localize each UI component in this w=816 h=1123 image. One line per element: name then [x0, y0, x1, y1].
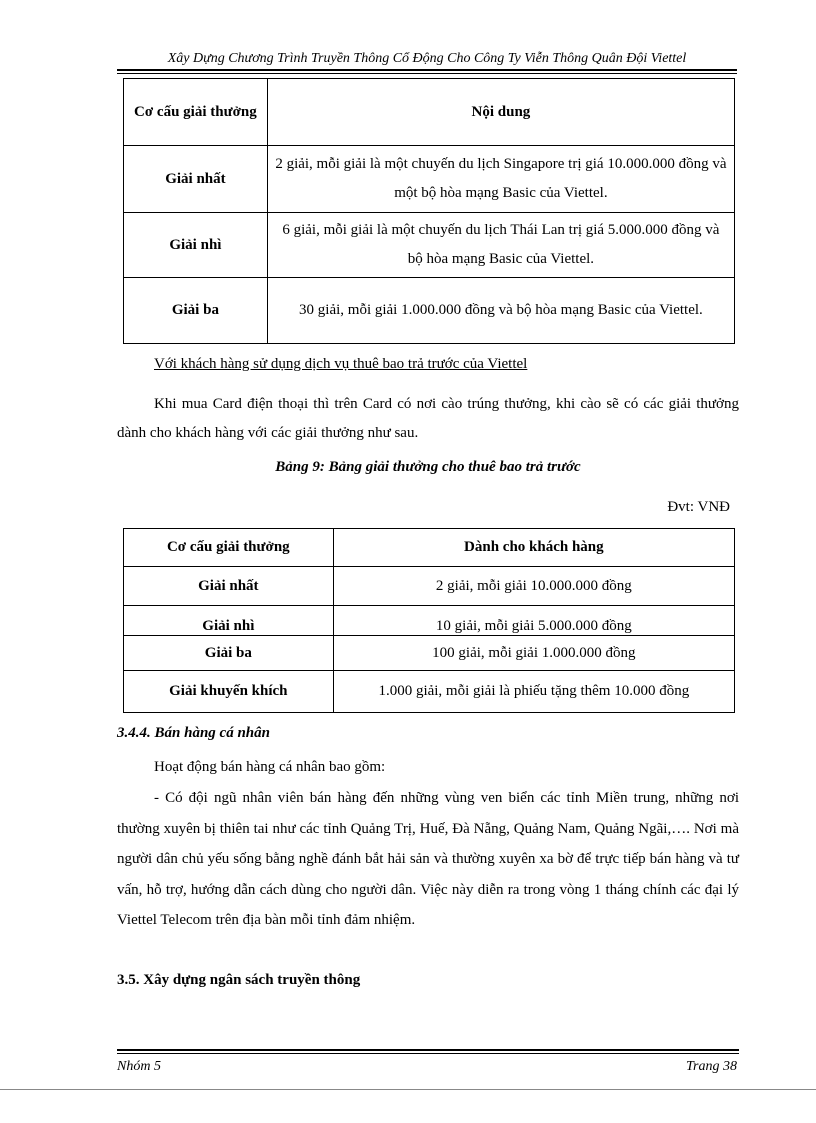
table-row: [124, 567, 735, 606]
table-row: [124, 606, 735, 636]
table-header-row: [124, 79, 735, 146]
table-header-cell: Cơ cấu giải thưởng: [124, 79, 268, 146]
section-3-5-heading: 3.5. Xây dựng ngân sách truyền thông: [117, 972, 361, 988]
footer-rule: [117, 1049, 739, 1051]
table-header-cell: Cơ cấu giải thưởng: [124, 529, 334, 567]
table2-caption: Bảng 9: Bảng giải thưởng cho thuê bao trả trước: [275, 459, 581, 475]
prize-cell: Giải nhất: [124, 567, 334, 606]
section-3-4-4-heading: 3.4.4. Bán hàng cá nhân: [117, 725, 270, 741]
header-title: Xây Dựng Chương Trình Truyền Thông Cổ Động Cho Công Ty Viễn Thông Quân Đội Viettel: [167, 51, 687, 66]
content-cell: 1.000 giải, mỗi giải là phiếu tặng thêm 10.000 đồng: [333, 671, 734, 713]
prepaid-subheading: Với khách hàng sử dụng dịch vụ thuê bao trả trước của Viettel: [154, 356, 528, 372]
prize-cell: Giải nhất: [124, 146, 268, 213]
footer-group-label: Nhóm 5: [117, 1059, 161, 1074]
table-header-row: [124, 529, 735, 567]
table-header-cell: Nội dung: [267, 79, 734, 146]
table-row: [124, 636, 735, 671]
content-cell: 6 giải, mỗi giải là một chuyến du lịch Thái Lan trị giá 5.000.000 đồng và bộ hòa mạng Basic của Viettel.: [267, 213, 734, 278]
prepaid-subheading-paragraph: [117, 350, 739, 379]
table2-unit: Đvt: VNĐ: [667, 499, 730, 515]
footer-page-number: Trang 38: [686, 1059, 737, 1074]
content-cell: 10 giải, mỗi giải 5.000.000 đồng: [333, 606, 734, 636]
prize-cell: Giải nhì: [124, 213, 268, 278]
postpaid-prize-table: [123, 78, 735, 344]
section-3-4-4-paragraph: - Có đội ngũ nhân viên bán hàng đến những vùng ven biển các tỉnh Miền trung, những nơi thường xuyên bị thiên tai như các tỉnh Quảng Trị, Huế, Đà Nẵng, Quảng Nam, Quảng Ngãi,…. Nơi mà người dân chủ yếu sống bằng nghề đánh bắt hải sản và thường xuyên xa bờ để trực tiếp bán hàng và tư vấn, hỗ trợ, hướng dẫn cách dùng cho người dân. Việc này diễn ra trong vòng 1 tháng chính các đại lý Viettel Telecom trên địa bàn mỗi tỉnh đảm nhiệm.: [117, 790, 739, 928]
content-cell: 100 giải, mỗi giải 1.000.000 đồng: [333, 636, 734, 671]
prize-cell: Giải nhì: [124, 606, 334, 636]
content-cell: 2 giải, mỗi giải 10.000.000 đồng: [333, 567, 734, 606]
header-rule-thin: [117, 73, 737, 74]
content-cell: 30 giải, mỗi giải 1.000.000 đồng và bộ hòa mạng Basic của Viettel.: [267, 278, 734, 344]
prize-cell: Giải ba: [124, 636, 334, 671]
content-cell: 2 giải, mỗi giải là một chuyến du lịch Singapore trị giá 10.000.000 đồng và một bộ hòa mạng Basic của Viettel.: [267, 146, 734, 213]
prepaid-prize-table: [123, 528, 735, 713]
table-row: [124, 146, 735, 213]
table-row: [124, 671, 735, 713]
table-header-cell: Dành cho khách hàng: [333, 529, 734, 567]
header-rule: [117, 69, 737, 71]
table-row: [124, 213, 735, 278]
page-bottom-divider: [0, 1089, 816, 1090]
prize-cell: Giải khuyến khích: [124, 671, 334, 713]
table-row: [124, 278, 735, 344]
prepaid-paragraph: Khi mua Card điện thoại thì trên Card có nơi cào trúng thưởng, khi cào sẽ có các giải thưởng dành cho khách hàng với các giải thưởng như sau.: [117, 396, 739, 441]
prize-cell: Giải ba: [124, 278, 268, 344]
footer-rule-thin: [117, 1053, 739, 1054]
section-3-4-4-intro: Hoạt động bán hàng cá nhân bao gồm:: [154, 759, 386, 775]
